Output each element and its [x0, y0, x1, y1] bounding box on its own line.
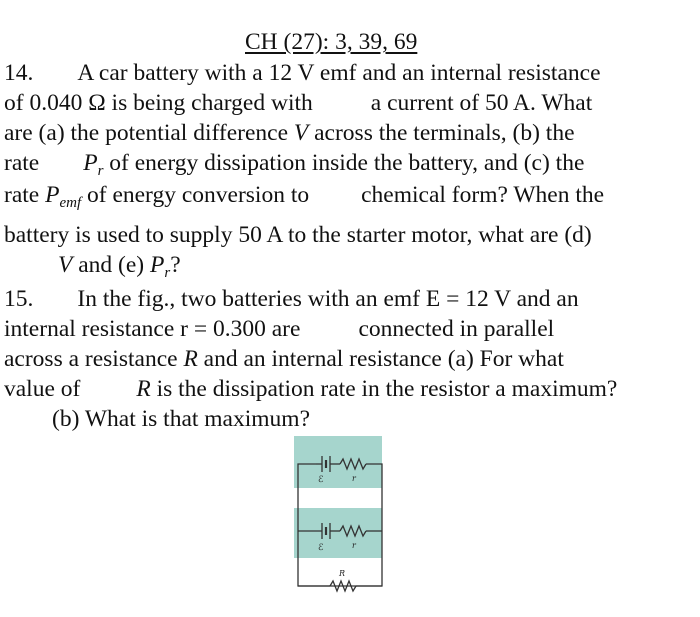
- problem-14-line-3: [4, 118, 575, 148]
- text: (b) What is that maximum?: [52, 406, 311, 432]
- text: internal resistance r = 0.300 are: [4, 316, 301, 342]
- problem-14-line-2: [4, 88, 592, 118]
- text: and an internal resistance (a) For what: [203, 346, 564, 372]
- subscript-r: r: [164, 265, 171, 281]
- text: across a resistance: [4, 346, 178, 372]
- text: are (a) the potential difference: [4, 120, 289, 146]
- text: rate: [4, 150, 40, 176]
- battery-panel-bottom: [294, 508, 382, 558]
- chapter-heading: CH (27): 3, 39, 69: [245, 29, 418, 55]
- r-label-top: r: [352, 474, 356, 483]
- var-R: R: [136, 376, 151, 402]
- emf-label-bottom: ℰ: [318, 543, 324, 553]
- text: value of: [4, 376, 81, 402]
- r-label-bottom: r: [352, 541, 356, 550]
- text: In the fig., two batteries with an emf E = 12 V and an: [77, 286, 579, 312]
- text: of energy conversion to: [87, 182, 310, 208]
- text: of 0.040 Ω is being charged with: [4, 90, 313, 116]
- problem-15-line-1: [4, 284, 579, 314]
- problem-14-number: 14.: [4, 60, 34, 86]
- problem-14-line-5: [4, 180, 604, 210]
- var-P: P: [83, 150, 98, 176]
- var-V: V: [58, 252, 73, 278]
- problem-15-line-2: [4, 314, 554, 344]
- text: chemical form? When the: [361, 182, 605, 208]
- problem-14-line-1: [4, 58, 601, 88]
- problem-15-number: 15.: [4, 286, 34, 312]
- text: A car battery with a 12 V emf and an internal resistance: [77, 60, 601, 86]
- circuit-diagram: [294, 434, 386, 594]
- subscript-emf: emf: [59, 195, 82, 211]
- var-P: P: [150, 252, 165, 278]
- text: rate: [4, 182, 40, 208]
- text: across the terminals, (b) the: [314, 120, 575, 146]
- text: a current of 50 A. What: [370, 90, 593, 116]
- var-P: P: [45, 182, 60, 208]
- emf-label-top: ℰ: [318, 475, 324, 485]
- text: is the dissipation rate in the resistor a maximum?: [156, 376, 618, 402]
- subscript-r: r: [97, 163, 104, 179]
- text: connected in parallel: [358, 316, 555, 342]
- battery-panel-top: [294, 436, 382, 488]
- problem-14-line-6: [4, 220, 592, 250]
- problem-15-line-4: [4, 374, 617, 404]
- var-V: V: [293, 120, 309, 146]
- text: ?: [170, 252, 181, 278]
- problem-15-line-3: [4, 344, 564, 374]
- text: of energy dissipation inside the battery, and (c) the: [109, 150, 585, 176]
- problem-15-line-5: [52, 404, 310, 434]
- problem-14-line-4: [4, 148, 584, 178]
- problem-14-line-7: [58, 250, 181, 280]
- R-label: R: [339, 569, 346, 578]
- text: battery is used to supply 50 A to the starter motor, what are (d): [4, 222, 592, 248]
- var-R: R: [183, 346, 198, 372]
- text: and (e): [78, 252, 145, 278]
